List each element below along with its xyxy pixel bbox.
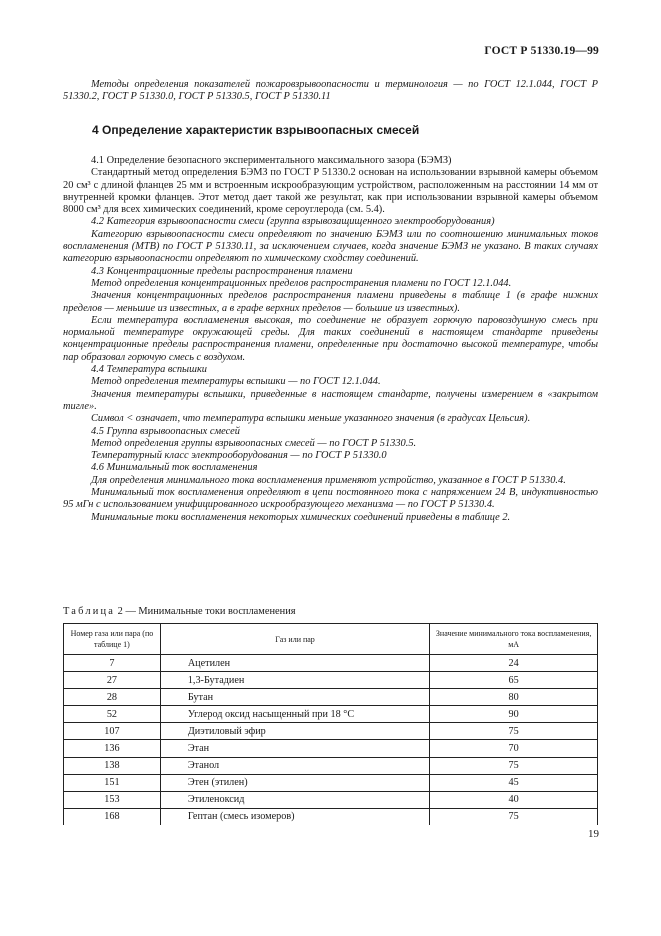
cell-gas: Этанол [160, 757, 429, 774]
min-ignition-current-table [63, 623, 598, 825]
page-number: 19 [588, 828, 599, 840]
cell-number: 151 [64, 774, 161, 791]
paragraph: Значения концентрационных пределов распространения пламени приведены в таблице 1 (в графе нижних пределов — меньшие из известных, а в графе верхних пределов — большие из известных). [63, 290, 598, 314]
paragraph: 4.1 Определение безопасного экспериментального максимального зазора (БЭМЗ) [91, 155, 452, 166]
paragraph: Категорию взрывоопасности смеси определяют по значению БЭМЗ или по соотношению минимальных токов воспламенения (МТВ) по ГОСТ Р 51330.11, за исключением случаев, когда значение БЭМЗ не указано. В таких случаях категорию взрывоопасности определяют по химическому сходству соединений. [63, 228, 598, 265]
cell-current: 75 [430, 723, 598, 740]
paragraph: Метод определения концентрационных пределов распространения пламени по ГОСТ 12.1.044. [91, 277, 512, 289]
col-header-current: Значение минимального тока воспламенения, мА [430, 624, 598, 655]
table-row [64, 757, 598, 774]
cell-gas: Бутан [160, 689, 429, 706]
table-row [64, 706, 598, 723]
cell-current: 75 [430, 757, 598, 774]
paragraph: 4.2 Категория взрывоопасности смеси (группа взрывозащищенного электрооборудования) [91, 216, 495, 228]
paragraph: Минимальные токи воспламенения некоторых химических соединений приведены в таблице 2. [91, 511, 511, 523]
paragraph: 4.3 Концентрационные пределы распространения пламени [91, 265, 353, 277]
cell-number: 153 [64, 791, 161, 808]
section-title: 4 Определение характеристик взрывоопасных смесей [92, 123, 420, 137]
paragraph: Температурный класс электрооборудования — по ГОСТ Р 51330.0 [91, 450, 387, 462]
cell-number: 168 [64, 808, 161, 825]
section-body [63, 155, 598, 524]
cell-current: 90 [430, 706, 598, 723]
cell-current: 75 [430, 808, 598, 825]
table-row [64, 655, 598, 672]
cell-number: 28 [64, 689, 161, 706]
cell-gas: Этан [160, 740, 429, 757]
col-header-number: Номер газа или пара (по таблице 1) [64, 624, 161, 655]
table-caption: Таблица 2 — Минимальные токи воспламенения [63, 606, 296, 617]
table-row [64, 808, 598, 825]
cell-number: 138 [64, 757, 161, 774]
cell-number: 136 [64, 740, 161, 757]
paragraph: Для определения минимального тока воспламенения применяют устройство, указанное в ГОСТ Р 51330.4. [91, 474, 566, 486]
cell-current: 45 [430, 774, 598, 791]
paragraph: Значения температуры вспышки, приведенные в настоящем стандарте, получены измерением в «закрытом тигле». [63, 388, 598, 412]
cell-gas: Диэтиловый эфир [160, 723, 429, 740]
cell-current: 70 [430, 740, 598, 757]
cell-gas: Этен (этилен) [160, 774, 429, 791]
cell-gas: Ацетилен [160, 655, 429, 672]
paragraph: Минимальный ток воспламенения определяют в цепи постоянного тока с напряжением 24 В, индуктивностью 95 мГн с использованием унифицированного искрообразующего механизма — по ГОСТ Р 51330.4. [63, 487, 598, 511]
paragraph: Метод определения температуры вспышки — по ГОСТ 12.1.044. [91, 376, 381, 388]
paragraph: 4.6 Минимальный ток воспламенения [91, 462, 258, 474]
paragraph: 4.4 Температура вспышки [91, 364, 207, 376]
cell-number: 52 [64, 706, 161, 723]
table-row [64, 723, 598, 740]
table-row [64, 689, 598, 706]
paragraph: Если температура воспламенения высокая, то соединение не образует горючую паровоздушную смесь при нормальной температуре окружающей среды. Для таких соединений в настоящем стандарте приведены концентрационные пределы распространения пламени, определенные при достаточно высокой температуре, чтобы пар образовал горючую смесь с воздухом. [63, 314, 598, 363]
standard-code-header: ГОСТ Р 51330.19—99 [484, 45, 599, 57]
cell-gas: Углерод оксид насыщенный при 18 °С [160, 706, 429, 723]
paragraph: Символ < означает, что температура вспышки меньше указанного значения (в градусах Цельсия). [91, 413, 531, 425]
paragraph: 4.5 Группа взрывоопасных смесей [91, 425, 240, 437]
cell-number: 27 [64, 672, 161, 689]
col-header-gas: Газ или пар [160, 624, 429, 655]
cell-current: 24 [430, 655, 598, 672]
cell-number: 7 [64, 655, 161, 672]
paragraph: Метод определения группы взрывоопасных смесей — по ГОСТ Р 51330.5. [91, 437, 417, 449]
intro-paragraph: Методы определения показателей пожаровзрывоопасности и терминология — по ГОСТ 12.1.044, ГОСТ Р 51330.2, ГОСТ Р 51330.0, ГОСТ Р 51330.5, ГОСТ Р 51330.11 [63, 79, 598, 103]
cell-number: 107 [64, 723, 161, 740]
paragraph: Стандартный метод определения БЭМЗ по ГОСТ Р 51330.2 основан на использовании взрывной камеры объемом 20 см³ с длиной фланцев 25 мм и встроенным искрообразующим устройством, расположенным на расстоянии 14 мм от внутренней кромки фланцев. Этот метод дает такой же результат, как при использовании взрывной камеры объемом 8000 см³ для всех химических соединений, кроме сероуглерода (см. 5.4). [63, 167, 598, 216]
cell-gas: Этиленоксид [160, 791, 429, 808]
table-row [64, 791, 598, 808]
table-row [64, 740, 598, 757]
cell-current: 80 [430, 689, 598, 706]
table-row [64, 672, 598, 689]
cell-gas: Гептан (смесь изомеров) [160, 808, 429, 825]
cell-current: 40 [430, 791, 598, 808]
cell-current: 65 [430, 672, 598, 689]
cell-gas: 1,3-Бутадиен [160, 672, 429, 689]
table-row [64, 774, 598, 791]
